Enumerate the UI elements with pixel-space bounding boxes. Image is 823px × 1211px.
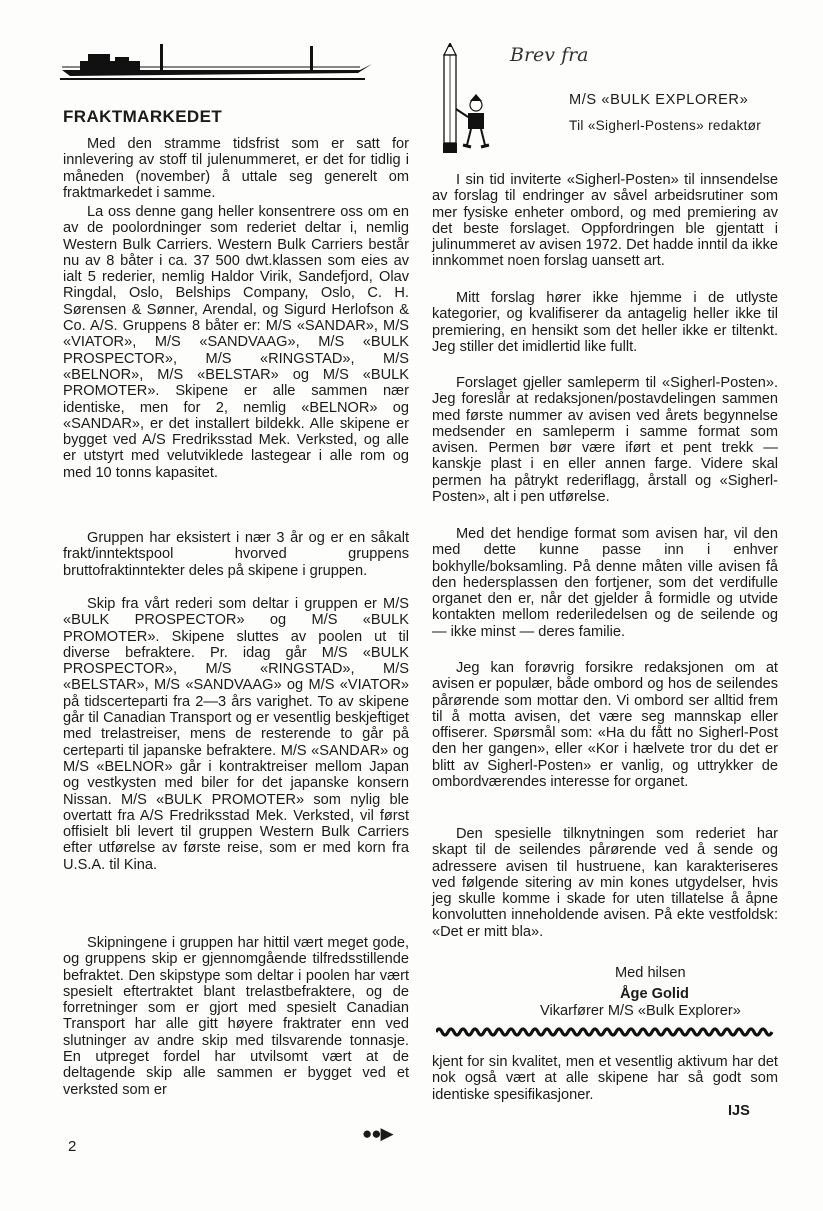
signature-title: Vikarfører M/S «Bulk Explorer» [540, 1003, 741, 1019]
author-initials: IJS [728, 1103, 750, 1119]
article-paragraph: Gruppen har eksistert i nær 3 år og er en såkalt frakt/inntektspool hvorved gruppens bruttofraktinntekter deles på skipene i gruppen. [63, 530, 409, 579]
wave-divider [436, 1026, 776, 1038]
letter-paragraph: Mitt forslag hører ikke hjemme i de utlyste kategorier, og kvalifiserer da antagelig heller ikke til premiering, en hensikt som det heller ikke er tiltenkt. Jeg stiller det imidlertid like fullt. [432, 290, 778, 355]
article-paragraph: Med den stramme tidsfrist som er satt for innlevering av stoff til julenummeret, er det for tidlig i måneden (november) å uttale seg generelt om fraktmarkedet i samme. [63, 136, 409, 201]
ship-illustration-icon [60, 40, 375, 82]
letter-recipient: Til «Sigherl-Postens» redaktør [569, 118, 762, 133]
article-paragraph: Skip fra vårt rederi som deltar i gruppen er M/S «BULK PROSPECTOR» og M/S «BULK PROMOTER». Skipene sluttes av poolen ut til diverse befraktere. Pr. idag går M/S «BULK PROSPECTOR», M/S «RINGSTAD», M/S «BELSTAR», M/S «SANDVAAG» og M/S «VIATOR» på tidscerteparti fra 2—3 års varighet. To av skipene går til Canadian Transport og er vesentlig beskjeftiget med trelastreiser, mens de resterende to går på certeparti til japanske befraktere. M/S «SANDAR» og M/S «BELNOR» går i kontraktreiser mellom Japan og vestkysten med biler for det japanske konsern Nissan. M/S «BULK PROMOTER» som nylig ble overtatt fra A/S Fredriksstad Mek. Verksted, vil først offisielt bli levert til gruppen Western Bulk Carriers efter utførelse av første reise, som er med korn fra U.S.A. til Kina. [63, 596, 409, 873]
continue-arrow-icon: ●●▶ [362, 1124, 393, 1143]
article-paragraph: La oss denne gang heller konsentrere oss om en av de poolordninger som rederiet deltar i, nemlig Western Bulk Carriers. Western Bulk Carriers består nu av 8 båter i ca. 37 500 dwt.klassen som eies av ialt 5 rederier, nemlig Haldor Virik, Sandefjord, Olav Ringdal, Oslo, Belships Company, Oslo, C. H. Sørensen & Sønner, Arendal, og Sigurd Herlofson & Co. A/S. Gruppens 8 båter er: M/S «SANDAR», M/S «VIATOR», M/S «SANDVAAG», M/S «BULK PROSPECTOR», M/S «RINGSTAD», M/S «BELNOR», M/S «BELSTAR» og M/S «BULK PROMOTER». Skipene er alle sammen nær identiske, men for 2, nemlig «BELNOR» og «SANDAR», er det installert bildekk. Alle skipene er bygget ved A/S Fredriksstad Mek. Verksted, og alle er utstyrt med velutviklede lastegear i alle rom og med 10 tonns kapasitet. [63, 204, 409, 481]
letter-sender: M/S «BULK EXPLORER» [569, 92, 749, 108]
letter-header-script: Brev fra [510, 44, 589, 66]
letter-paragraph: I sin tid inviterte «Sigherl-Posten» til innsendelse av forslag til endringer av såvel arbeidsrutiner som mer fysiske enheter ombord, og med premiering av det beste forslaget. Oppfordringen ble gjentatt i julinummeret av avisen 1972. Det hadde inntil da ikke innkommet noen forslag uansett art. [432, 172, 778, 270]
letter-paragraph: Forslaget gjeller samleperm til «Sigherl-Posten». Jeg foreslår at redaksjonen/postavdelingen sammen med første nummer av avisen ved årets begynnelse medsender en samleperm i samme format som avisen. Permen bør være iført et pent trekk — kanskje plast i en eller annen farge. Videre skal permen ha påtrykt rederiflagg, årstall og «Sigherl-Posten», alt i pen utførelse. [432, 375, 778, 506]
pencil-figure-icon [436, 43, 496, 158]
article-paragraph: Skipningene i gruppen har hittil vært meget gode, og gruppens skip er gjennomgående tilfredsstillende befraktet. Den skipstype som deltar i poolen har vært spesielt eftertraktet blant trelastbefraktere, og de forretninger som er gjort med spesielt Canadian Transport har alle gitt høyere fraktrater enn ved slutninger av andre skip med tilsvarende tonnasje. En utpreget fordel har utvilsomt vært at de deltagende skip alle sammen er bygget ved et verksted som er [63, 935, 409, 1098]
letter-paragraph: Jeg kan forøvrig forsikre redaksjonen om at avisen er populær, både ombord og hos de seilendes pårørende som mottar den. Vi ombord ser alltid frem til å motta avisen, det være seg mannskap eller offiserer. Spørsmål som: «Ha du fått no Sigherl-Post den her gangen», eller «Kor i hælvete tror du det er blitt av Sigherl-Posten» er vanlig, og uttrykker de ombordværendes interesse for organet. [432, 660, 778, 791]
signature-greeting: Med hilsen [615, 965, 686, 981]
article-continuation: kjent for sin kvalitet, men et vesentlig aktivum har det nok også vært at alle skipene har så godt som identiske spesifikasjoner. [432, 1054, 778, 1103]
letter-paragraph: Med det hendige format som avisen har, vil den med dette kunne passe inn i enhver bokhylle/boksamling. På denne måten ville avisen få den hedersplassen den fortjener, som det verdifulle organet den er, når det gjelder å formidle og utvide kontakten mellom rederiledelsen og de seilende og — ikke minst — deres familie. [432, 526, 778, 640]
signature-name: Åge Golid [620, 986, 689, 1002]
article-headline: FRAKTMARKEDET [63, 107, 223, 126]
page-number: 2 [68, 1138, 77, 1155]
letter-paragraph: Den spesielle tilknytningen som rederiet har skapt til de seilendes pårørende ved å sende og adressere avisen til hustruene, kan karakteriseres ved følgende sitering av min kones utgydelser, hvis jeg skulle komme i skade for uten tillatelse å åpne konvolutten inneholdende avisen. På ekte vestfoldsk: «Det er mitt bla». [432, 826, 778, 940]
